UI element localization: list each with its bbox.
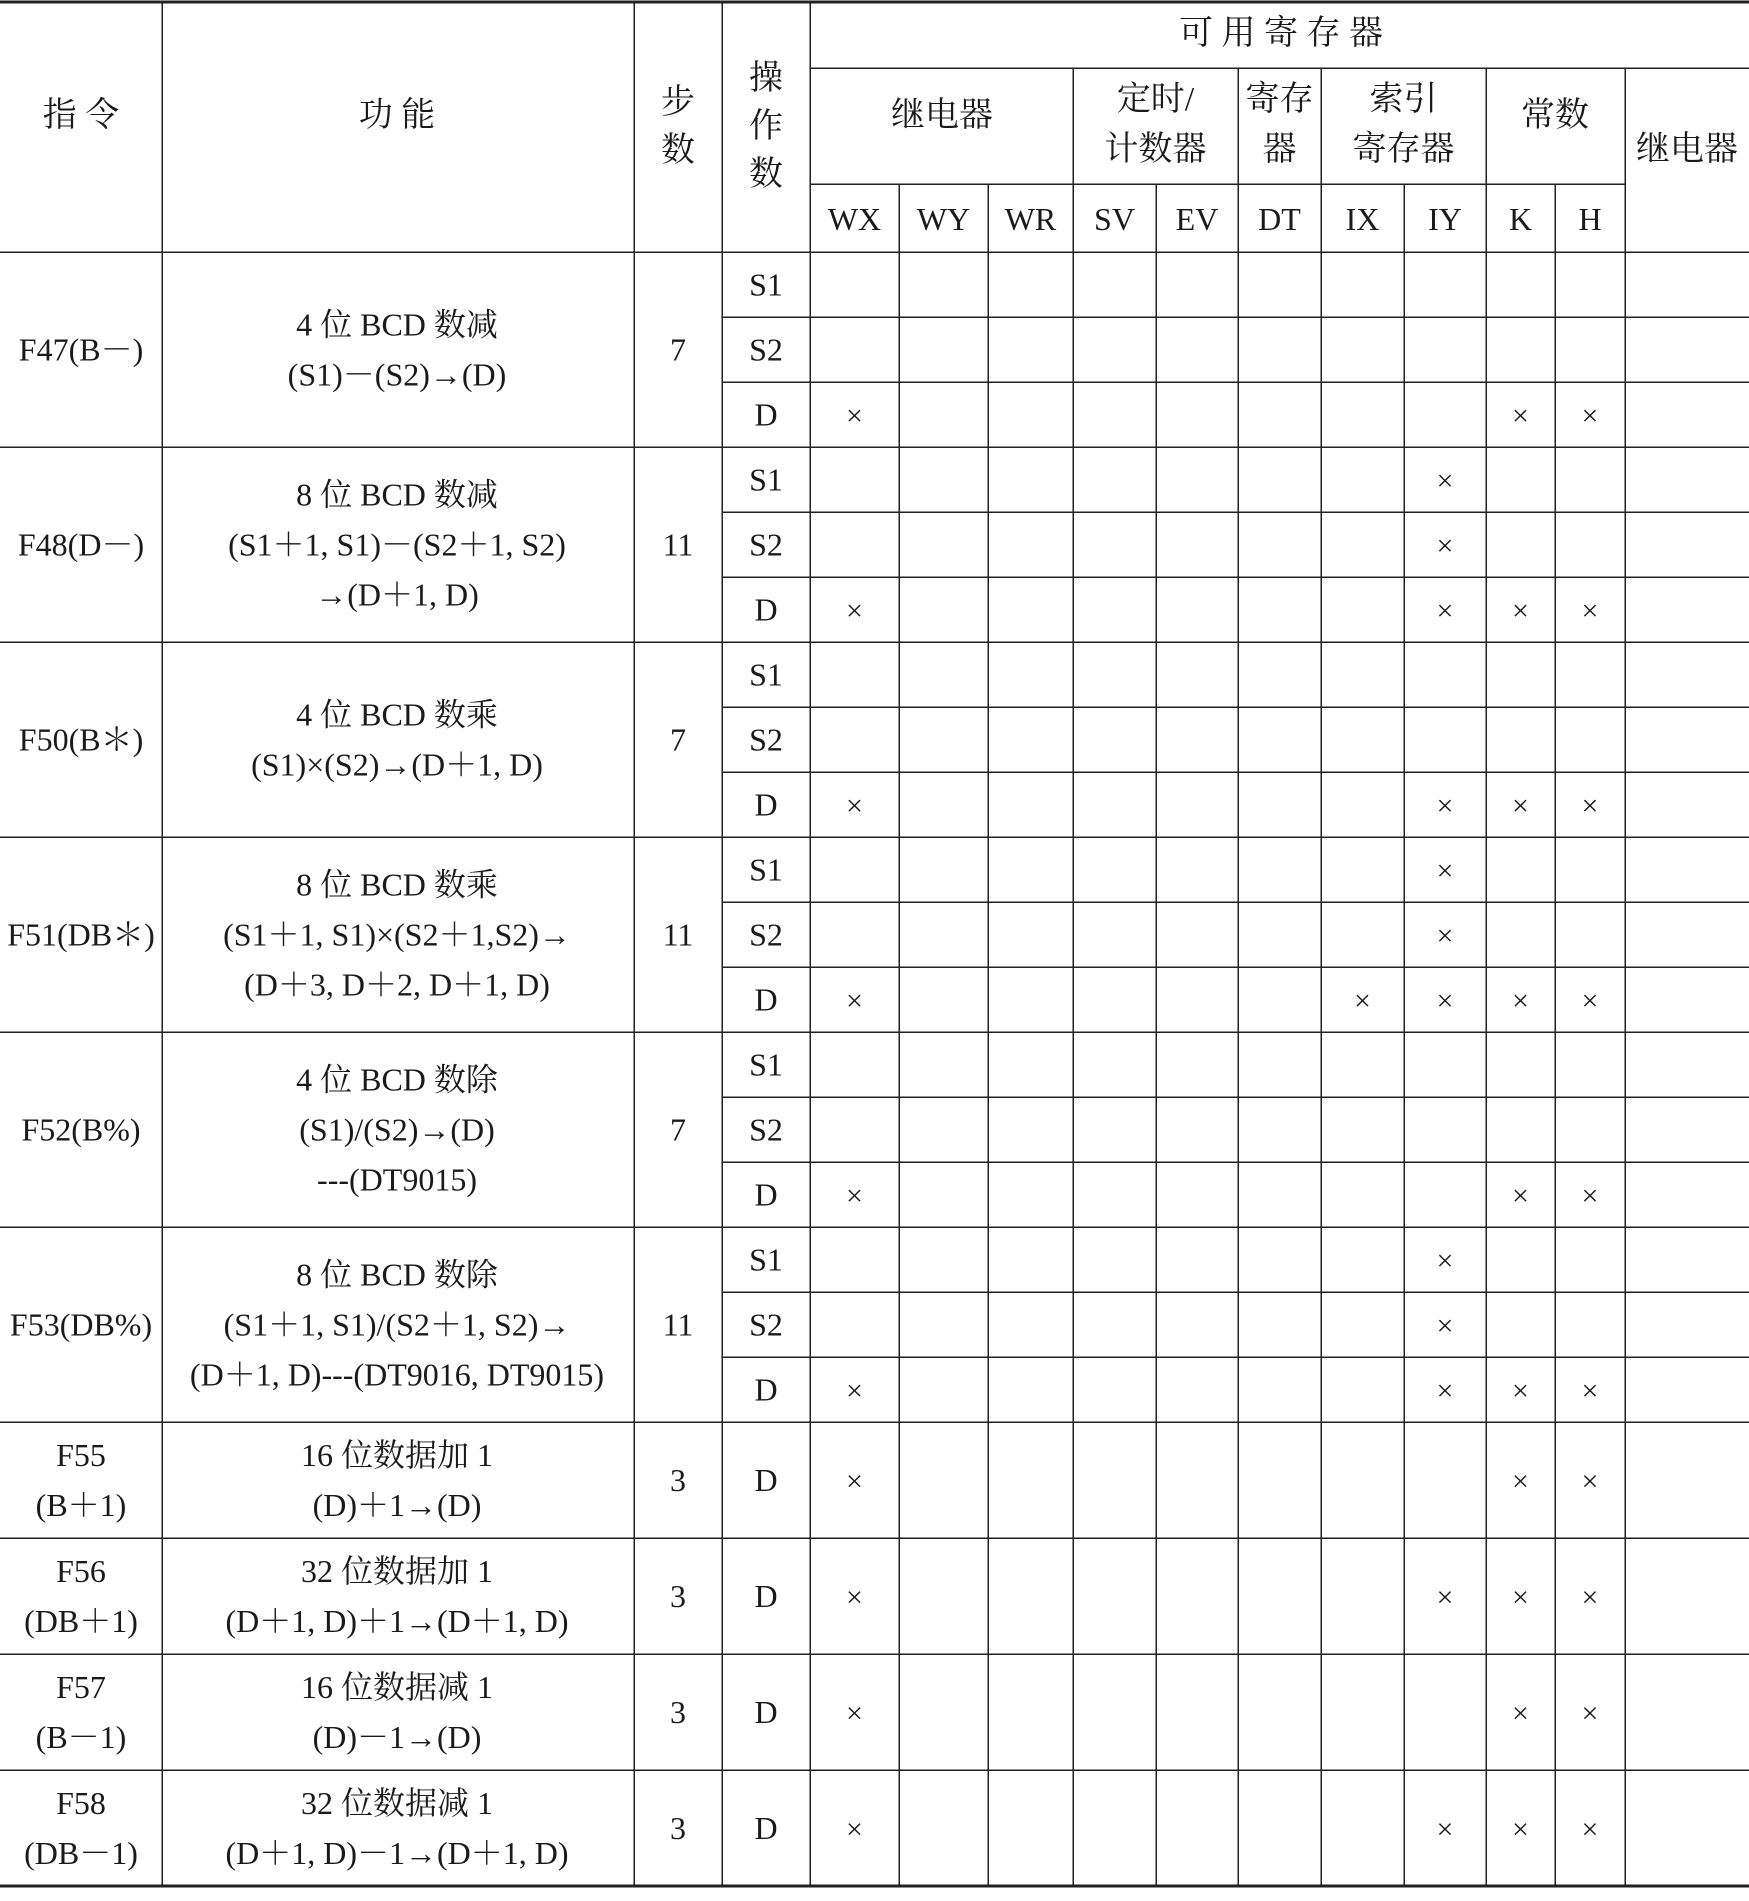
unavailable-mark: × <box>1581 1179 1599 1213</box>
unavailable-mark: × <box>1512 594 1529 628</box>
operand-name: D <box>754 1694 778 1730</box>
header-register: 器 <box>1262 131 1297 168</box>
unavailable-mark: × <box>1512 1465 1529 1498</box>
column-header-wr: WR <box>1004 201 1057 237</box>
header-relay: 继电器 <box>891 97 993 134</box>
step-count: 3 <box>670 1578 686 1614</box>
table-header <box>43 14 1738 168</box>
function-description: 4 位 BCD 数乘 <box>296 696 498 733</box>
function-description: 32 位数据减 1 <box>300 1785 494 1821</box>
unavailable-mark: × <box>1436 1374 1454 1408</box>
unavailable-mark: × <box>1512 1581 1529 1614</box>
unavailable-mark: × <box>846 1813 863 1846</box>
header-steps: 数 <box>661 132 695 169</box>
unavailable-mark: × <box>1581 594 1599 628</box>
unavailable-mark: × <box>846 1697 863 1730</box>
operand-name: D <box>754 396 778 433</box>
instruction-label: F53(DB%) <box>9 1306 153 1343</box>
operand-name: D <box>754 1578 778 1614</box>
unavailable-mark: × <box>1436 789 1454 823</box>
header-operand: 操 <box>749 60 783 97</box>
unavailable-mark: × <box>846 1374 863 1408</box>
instruction-label: (DB＋1) <box>24 1603 138 1639</box>
header-constant: 常数 <box>1521 97 1589 134</box>
table-body <box>7 59 1601 1871</box>
function-description: 4 位 BCD 数减 <box>296 306 498 343</box>
header-index-register: 索引 <box>1369 81 1438 118</box>
unavailable-mark: × <box>846 594 863 628</box>
instruction-label: F51(DB＊) <box>7 916 155 953</box>
unavailable-mark: × <box>1581 984 1599 1018</box>
step-count: 11 <box>662 1306 694 1343</box>
operand-name: S2 <box>749 1306 783 1343</box>
function-description: (S1)×(S2)→(D＋1, D) <box>251 746 543 783</box>
unavailable-mark: × <box>1436 854 1454 888</box>
function-description: (S1＋1, S1)－(S2＋1, S2) <box>228 526 566 563</box>
unavailable-mark: × <box>1512 1813 1529 1846</box>
unavailable-mark: × <box>1436 529 1454 563</box>
column-header-wx: WX <box>827 201 882 237</box>
instruction-label: (B＋1) <box>35 1487 127 1523</box>
header-function: 功 能 <box>358 97 436 134</box>
step-count: 7 <box>670 721 686 758</box>
unavailable-mark: × <box>1512 399 1529 433</box>
unavailable-mark: × <box>1436 1244 1454 1278</box>
header-timer-counter: 定时/ <box>1116 81 1195 118</box>
function-description: (D)－1→(D) <box>312 1719 482 1755</box>
function-description: 16 位数据减 1 <box>300 1669 494 1705</box>
operand-name: S2 <box>749 1111 783 1148</box>
unavailable-mark: × <box>1581 1581 1599 1614</box>
function-description: (D)＋1→(D) <box>312 1487 482 1523</box>
function-description: (D＋3, D＋2, D＋1, D) <box>244 966 550 1003</box>
function-description: 8 位 BCD 数除 <box>296 1256 498 1293</box>
column-header-dt: DT <box>1258 201 1301 237</box>
header-operand: 数 <box>749 156 783 193</box>
header-timer-counter: 计数器 <box>1104 131 1207 168</box>
instruction-label: F47(B－) <box>18 331 144 368</box>
unavailable-mark: × <box>846 1581 863 1614</box>
operand-name: S1 <box>749 461 783 498</box>
unavailable-mark: × <box>1581 1813 1599 1846</box>
column-header-wy: WY <box>916 201 971 237</box>
operand-name: D <box>754 591 778 628</box>
unavailable-mark: × <box>1512 1179 1529 1213</box>
instruction-label: F55 <box>56 1437 106 1473</box>
unavailable-mark: × <box>1436 464 1454 498</box>
operand-name: S1 <box>749 266 783 303</box>
operand-name: S2 <box>749 721 783 758</box>
operand-name: S2 <box>749 916 783 953</box>
function-description: 32 位数据加 1 <box>300 1553 494 1589</box>
operand-name: S1 <box>749 656 783 693</box>
function-description: (D＋1, D)---(DT9016, DT9015) <box>189 1356 605 1393</box>
function-description: →(D＋1, D) <box>315 576 479 613</box>
instruction-label: F57 <box>56 1669 106 1705</box>
unavailable-mark: × <box>846 1465 863 1498</box>
unavailable-mark: × <box>1512 789 1529 823</box>
operand-name: S2 <box>749 331 783 368</box>
header-index-register: 寄存器 <box>1352 131 1455 168</box>
instruction-label: F48(D－) <box>17 526 145 563</box>
unavailable-mark: × <box>1581 789 1599 823</box>
function-description: (S1)－(S2)→(D) <box>287 356 507 393</box>
unavailable-mark: × <box>1436 919 1454 953</box>
step-count: 7 <box>670 331 686 368</box>
function-description: (D＋1, D)＋1→(D＋1, D) <box>225 1603 569 1639</box>
operand-name: S1 <box>749 1241 783 1278</box>
unavailable-mark: × <box>1436 984 1454 1018</box>
step-count: 11 <box>662 526 694 563</box>
function-description: 8 位 BCD 数乘 <box>296 866 498 903</box>
unavailable-mark: × <box>846 1179 863 1213</box>
function-description: (S1＋1, S1)×(S2＋1,S2)→ <box>223 916 571 953</box>
operand-name: S1 <box>749 851 783 888</box>
instruction-label: (B－1) <box>35 1719 127 1755</box>
operand-name: S2 <box>749 526 783 563</box>
function-description: (D＋1, D)－1→(D＋1, D) <box>225 1835 569 1871</box>
column-header-ix: IX <box>1345 201 1380 237</box>
step-count: 3 <box>670 1694 686 1730</box>
header-steps: 步 <box>661 84 695 121</box>
unavailable-mark: × <box>846 399 863 433</box>
unavailable-mark: × <box>1354 984 1371 1018</box>
step-count: 3 <box>670 1462 686 1498</box>
column-header-k: K <box>1508 201 1533 237</box>
unavailable-mark: × <box>1581 399 1599 433</box>
unavailable-mark: × <box>846 789 863 823</box>
header-operand: 作 <box>749 108 783 145</box>
instruction-label: F58 <box>56 1785 106 1821</box>
unavailable-mark: × <box>1581 1465 1599 1498</box>
function-description: 16 位数据加 1 <box>300 1437 494 1473</box>
unavailable-mark: × <box>1512 1697 1529 1730</box>
column-header-sv: SV <box>1094 201 1135 237</box>
unavailable-mark: × <box>1436 1309 1454 1343</box>
column-header-iy: IY <box>1428 201 1462 237</box>
header-instruction: 指 令 <box>42 97 120 134</box>
operand-name: D <box>754 1371 778 1408</box>
step-count: 3 <box>670 1810 686 1846</box>
operand-name: D <box>754 1176 778 1213</box>
unavailable-mark: × <box>1512 984 1529 1018</box>
column-header-h: H <box>1578 201 1602 237</box>
instruction-label: F50(B＊) <box>18 721 144 758</box>
operand-name: S1 <box>749 1046 783 1083</box>
operand-name: D <box>754 1810 778 1846</box>
function-description: (S1)/(S2)→(D) <box>299 1111 495 1148</box>
unavailable-mark: × <box>1581 1697 1599 1730</box>
unavailable-mark: × <box>1512 1374 1529 1408</box>
operand-name: D <box>754 786 778 823</box>
header-register: 寄存 <box>1245 81 1314 118</box>
unavailable-mark: × <box>1581 1374 1599 1408</box>
step-count: 7 <box>670 1111 686 1148</box>
function-description: ---(DT9015) <box>317 1161 477 1198</box>
instruction-label: F52(B%) <box>21 1111 141 1148</box>
unavailable-mark: × <box>1436 1581 1454 1614</box>
function-description: 8 位 BCD 数减 <box>296 476 498 513</box>
unavailable-mark: × <box>1436 1813 1454 1846</box>
header-available-registers: 可 用 寄 存 器 <box>1179 15 1383 52</box>
operand-name: D <box>754 981 778 1018</box>
step-count: 11 <box>662 916 694 953</box>
unavailable-mark: × <box>846 984 863 1018</box>
column-header-ev: EV <box>1175 201 1219 237</box>
unavailable-mark: × <box>1436 594 1454 628</box>
operand-name: D <box>754 1462 778 1498</box>
header-relay-right: 继电器 <box>1636 131 1738 168</box>
function-description: 4 位 BCD 数除 <box>296 1061 498 1098</box>
instruction-label: (DB－1) <box>24 1835 138 1871</box>
function-description: (S1＋1, S1)/(S2＋1, S2)→ <box>223 1306 571 1343</box>
instruction-label: F56 <box>56 1553 106 1589</box>
